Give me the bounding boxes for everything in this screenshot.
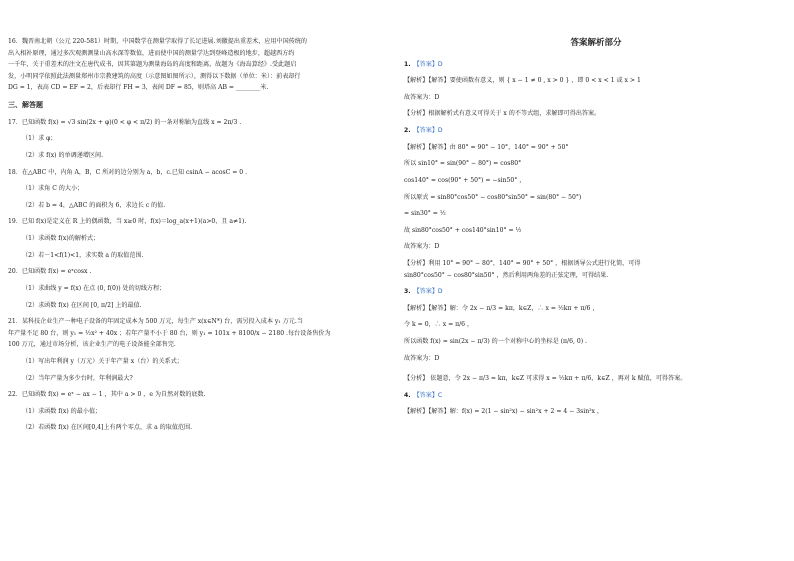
- answer-2-step4: = sin30° = ½: [404, 210, 446, 218]
- answer-3-answer: 【答案】D: [413, 288, 443, 296]
- q19-part2: （2）若－1<f(1)<1，求实数 a 的取值范围.: [22, 251, 144, 259]
- answer-2-analysis-1: 【分析】利用 10° = 90° − 80°，140° = 90° + 50° ，根据诱导公式进行化简，可得: [404, 259, 641, 267]
- answer-2-step1: 所以 sin10° = sin(90° − 80°) = cos80°: [404, 160, 522, 168]
- answer-2-solution: 【解析】【解答】由 80° = 90° − 10°，140° = 90° + 50°: [404, 143, 569, 151]
- q20-stem: 20．已知函数 f(x) = eˣcosx .: [8, 268, 92, 276]
- answer-2-step5: 故 sin80°cos50° + cos140°sin10° = ½: [404, 226, 522, 234]
- answer-2-step2: cos140° = cos(90° + 50°) = −sin50° ，: [404, 176, 526, 184]
- answer-3-conclusion: 故答案为：D: [404, 354, 440, 362]
- answer-2-header: [404, 127, 788, 135]
- q22-part1: （1）求函数 f(x) 的最小值；: [22, 407, 102, 415]
- q21-part1: （1）写出年利润 y（万元）关于年产量 x（台）的关系式；: [22, 357, 183, 365]
- q18-stem: 18．在△ABC 中，内角 A，B，C 所对的边分别为 a，b，c.已知 csinA − acosC = 0 .: [8, 168, 248, 176]
- answer-2-analysis-2: sin80°cos50° − cos80°sin50° ，然后利用两角差的正弦定理，可得结果.: [404, 271, 609, 279]
- answer-3-solution: 【解析】【解答】解：令 2x − π/3 = kπ，k∈Z，∴ x = ½kπ + π/6 ，: [404, 304, 599, 312]
- answer-2-conclusion: 故答案为：D: [404, 243, 440, 251]
- answer-3-step1: 令 k = 0，∴ x = π/6 ，: [404, 321, 474, 329]
- answer-2-step3: 所以原式 = sin80°cos50° − cos80°sin50° = sin(80° − 50°): [404, 193, 582, 201]
- q18-part1: （1）求角 C 的大小；: [22, 185, 84, 193]
- q19-stem: 19．已知 f(x)是定义在 R 上的偶函数，当 x≥0 时，f(x)＝log_a(x+1)(a>0，且 a≠1).: [8, 218, 247, 226]
- q21-part2: （2）当年产量为多少台时，年利润最大?: [22, 374, 133, 382]
- q19-part1: （1）求函数 f(x)的解析式；: [22, 235, 100, 243]
- answer-1-solution: 【解析】【解答】要使函数有意义，则 { x − 1 ≠ 0 , x > 0 } ，即 0 < x < 1 或 x > 1: [404, 77, 641, 85]
- questions-column: [8, 38, 400, 441]
- section-heading: 三、解答题: [8, 101, 43, 110]
- answer-1-conclusion: 故答案为：D: [404, 93, 440, 101]
- q16-line4: 发，小明同学依照此法测量郑州市宗教建筑的高度（示意图如图所示），测得以下数据（单位：米）：前表却行: [8, 72, 301, 80]
- answer-4-number: 4.: [404, 391, 411, 399]
- answer-3-header: [404, 288, 788, 296]
- answer-4-answer: 【答案】C: [413, 391, 443, 399]
- answers-title: 答案解析部分: [570, 38, 622, 48]
- q22-part2: （2）若函数 f(x) 在区间[0,4]上有两个零点，求 a 的取值范围.: [22, 424, 193, 432]
- q21-line1: 21．某科技企业生产一种电子设备的年固定成本为 500 万元，每生产 x(x∈N*) 台，需另投入成本 y₁ 万元.当: [8, 318, 303, 326]
- q22-stem: 22．已知函数 f(x) = eˣ − ax − 1 ，其中 a > 0 ，e 为自然对数的底数.: [8, 391, 206, 399]
- answer-1-answer: 【答案】D: [413, 60, 443, 68]
- q17-part1: （1）求 φ；: [22, 135, 57, 143]
- q16-line2: 出入相补原理，通过多次观测测量山高水深等数值，进而使中国的测量学达到登峰造极的地步，超越西方约: [8, 49, 295, 57]
- q16-line1: 16．魏晋南北朝（公元 220-581）时期，中国数学在测量学取得了长足进展.刘徽提出重差术，应用中国传统的: [8, 38, 307, 45]
- answer-1-analysis: 【分析】根据解析式有意义可得关于 x 的不等式组，求解即可得出答案。: [404, 110, 601, 118]
- q21-line2: 年产量不足 80 台，则 y₁ = ½x² + 40x ；若年产量不小于 80 台，则 y₁ = 101x + 8100/x − 2180 .每台设备售价为: [8, 329, 331, 337]
- q21-line3: 100 万元，通过市场分析，该企业生产的电子设备能全部售完.: [8, 341, 176, 349]
- q16-line5: DG = 1，表高 CD = EF = 2，后表却行 FH = 3，表间 DF = 85，则塔高 AB = ________米.: [8, 84, 269, 92]
- q18-part2: （2）若 b = 4，△ABC 的面积为 6，求边长 c 的值.: [22, 201, 166, 209]
- answers-column: [404, 38, 788, 425]
- q20-part1: （1）求曲线 y = f(x) 在点 (0, f(0)) 处的切线方程；: [22, 284, 166, 292]
- q16-line3: 一千年，关于重差术的注文在唐代成书，因其第题为测量海岛的高度和距离，故题为《海岛算经》.受此题启: [8, 61, 297, 69]
- answer-1-number: 1.: [404, 60, 411, 68]
- answer-3-analysis: 【分析】 依题意，令 2x − π/3 = kπ，k∈Z 可求得 x = ½kπ + π/6，k∈Z ，再对 k 赋值，可得答案。: [404, 375, 687, 383]
- answer-2-answer: 【答案】D: [413, 127, 443, 135]
- answer-3-number: 3.: [404, 288, 411, 296]
- q17-stem: 17．已知函数 f(x) = √3 sin(2x + φ)(0 < φ < π/2) 的一条对称轴为直线 x = 2π/3 .: [8, 118, 242, 126]
- answer-4-solution: 【解析】【解答】解：f(x) = 2(1 − sin²x) − sin²x + 2 = 4 − 3sin²x ，: [404, 408, 604, 416]
- answer-4-header: [404, 392, 788, 400]
- answer-2-number: 2.: [404, 127, 411, 135]
- q17-part2: （2）求 f(x) 的单调递增区间.: [22, 152, 104, 160]
- answer-1-header: [404, 61, 788, 69]
- answer-3-step2: 所以函数 f(x) = sin(2x − π/3) 的一个对称中心的坐标是 (π/6, 0) .: [404, 337, 587, 345]
- q20-part2: （2）求函数 f(x) 在区间 [0, π/2] 上的最值.: [22, 301, 142, 309]
